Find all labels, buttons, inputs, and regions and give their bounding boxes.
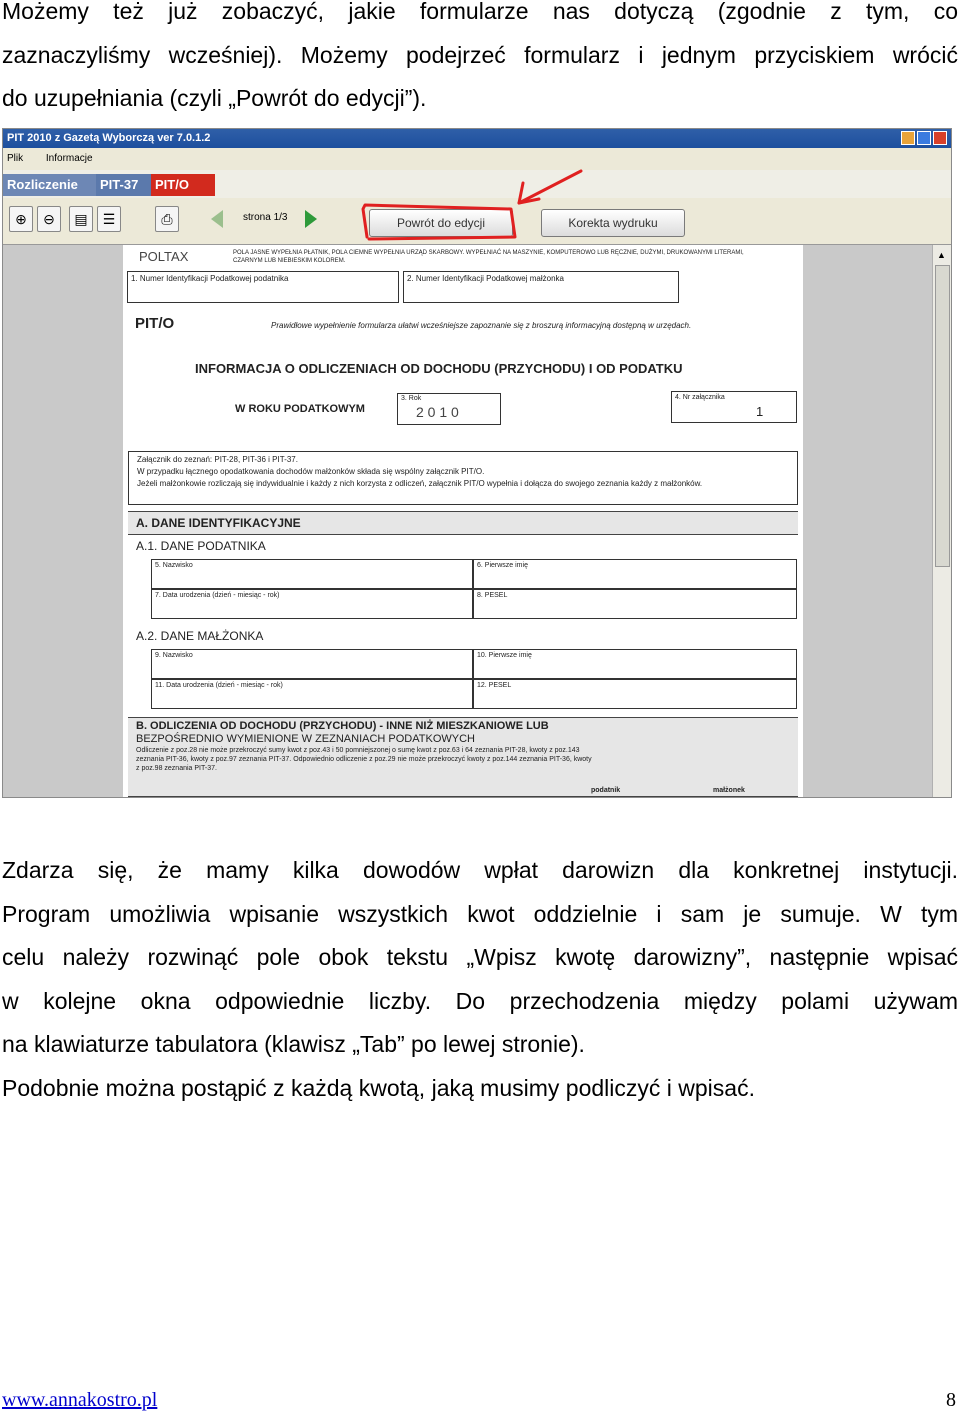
spouse-surname-field: 9. Nazwisko bbox=[151, 649, 473, 679]
form-subtitle: W ROKU PODATKOWYM bbox=[235, 403, 365, 415]
app-screenshot bbox=[2, 128, 952, 798]
nip-spouse-field: 2. Numer Identyfikacji Podatkowej małżonka bbox=[403, 271, 679, 303]
form-code: PIT/O bbox=[135, 315, 175, 332]
spouse-birth-date-field: 11. Data urodzenia (dzień - miesiąc - rok) bbox=[151, 679, 473, 709]
form-title: INFORMACJA O ODLICZENIACH OD DOCHODU (PRZYCHODU) I OD PODATKU bbox=[195, 361, 683, 376]
intro-line: do uzupełniania (czyli „Powrót do edycji”). bbox=[2, 85, 427, 111]
red-arrow-annotation bbox=[3, 129, 951, 797]
tab-pit-37[interactable]: PIT-37 bbox=[96, 174, 154, 196]
tab-pit-o[interactable]: PIT/O bbox=[151, 174, 215, 196]
intro-line: zaznaczyliśmy wcześniej). Możemy podejrzeć formularz i jednym przyciskiem wrócić bbox=[2, 41, 958, 68]
body-line: celu należy rozwinąć pole obok tekstu „Wpisz kwotę darowizny”, następnie wpisać bbox=[2, 944, 958, 970]
footer-link[interactable]: www.annakostro.pl bbox=[2, 1389, 158, 1411]
column-spouse: małżonek bbox=[713, 787, 745, 794]
spouse-first-name-field: 10. Pierwsze imię bbox=[473, 649, 797, 679]
correction-button[interactable]: Korekta wydruku bbox=[541, 209, 685, 237]
page-number: 8 bbox=[946, 1389, 956, 1411]
spouse-pesel-field: 12. PESEL bbox=[473, 679, 797, 709]
arrow-shaft bbox=[519, 171, 581, 203]
section-b-header: B. ODLICZENIA OD DOCHODU (PRZYCHODU) - INNE NIŻ MIESZKANIOWE LUB BEZPOŚREDNIO WYMIENIONE W ZEZNANIACH PODATKOWYCH Odliczenie z poz.28 nie może przekroczyć sumy kwot z poz.43 i 50 pomniejszonej o sumę kwot z poz.63 i 64 zeznania PIT-28, kwoty z poz.143 zeznania PIT-36, kwoty z poz.97 zeznania PIT-37. Odpowiednio odliczenie z poz.29 nie może przekroczyć kwoty z poz.144 zeznania PIT-36, kwoty z poz.98 zeznania PIT-37. bbox=[128, 717, 798, 797]
first-name-field: 6. Pierwsze imię bbox=[473, 559, 797, 589]
single-page-icon[interactable]: ▤ bbox=[69, 206, 93, 232]
attachment-notes: Załącznik do zeznań: PIT-28, PIT-36 i PIT-37. W przypadku łącznego opodatkowania dochodów małżonków składa się wspólny załącznik PIT/O. Jeżeli małżonkowie rozliczają się indywidualnie i każdy z nich korzysta z odliczeń, załącznik PIT/O wypełnia i dołącza do swojego zeznania każdy z małżonków. bbox=[128, 451, 798, 505]
page-indicator: strona 1/3 bbox=[243, 212, 288, 223]
intro-paragraph bbox=[2, 0, 958, 121]
intro-line: Możemy też już zobaczyć, jakie formularze nas dotyczą (zgodnie z tym, co bbox=[2, 0, 958, 24]
body-line: Podobnie można postąpić z każdą kwotą, jaką musimy podliczyć i wpisać. bbox=[2, 1074, 755, 1101]
body-paragraph bbox=[2, 849, 958, 1110]
attachment-number-field: 4. Nr załącznika 1 bbox=[671, 391, 797, 423]
zoom-out-icon[interactable]: ⊖ bbox=[37, 206, 61, 232]
section-a2-header: A.2. DANE MAŁŻONKA bbox=[136, 629, 264, 643]
publisher-label: POLTAX bbox=[139, 249, 189, 264]
menu-item-info[interactable]: Informacje bbox=[45, 153, 93, 164]
section-a1-header: A.1. DANE PODATNIKA bbox=[136, 539, 266, 553]
birth-date-field: 7. Data urodzenia (dzień - miesiąc - rok) bbox=[151, 589, 473, 619]
back-to-edit-button[interactable]: Powrót do edycji bbox=[369, 209, 513, 237]
zoom-in-icon[interactable]: ⊕ bbox=[9, 206, 33, 232]
menu-item-file[interactable]: Plik bbox=[7, 153, 24, 164]
print-icon[interactable]: ⎙ bbox=[155, 206, 179, 232]
header-note: POLA JASNE WYPEŁNIA PŁATNIK, POLA CIEMNE WYPEŁNIA URZĄD SKARBOWY. WYPEŁNIAĆ NA MASZYNIE, KOMPUTEROWO LUB RĘCZNIE, DUŻYMI, DRUKOWANYMI LITERAMI, CZARNYM LUB NIEBIESKIM KOLOREM. bbox=[233, 250, 744, 264]
tab-rozliczenie[interactable]: Rozliczenie bbox=[3, 174, 99, 196]
body-line: w kolejne okna odpowiednie liczby. Do przechodzenia między polami używam bbox=[2, 987, 958, 1014]
pesel-field: 8. PESEL bbox=[473, 589, 797, 619]
body-line: Program umożliwia wpisanie wszystkich kwot oddzielnie i sam je sumuje. W tym bbox=[2, 900, 958, 927]
column-payer: podatnik bbox=[591, 787, 621, 794]
guide-note: Prawidłowe wypełnienie formularza ułatwi wcześniejsze zapoznanie się z broszurą informacyjną dostępną w urzędach. bbox=[271, 321, 692, 330]
year-field: 3. Rok 2 0 1 0 bbox=[397, 393, 501, 425]
window-title: PIT 2010 z Gazetą Wyborczą ver 7.0.1.2 bbox=[7, 132, 211, 144]
section-a-header: A. DANE IDENTYFIKACYJNE bbox=[128, 511, 798, 535]
body-line: Zdarza się, że mamy kilka dowodów wpłat darowizn dla konkretnej instytucji. bbox=[2, 857, 958, 883]
highlight-outline bbox=[363, 205, 515, 239]
scroll-up-icon[interactable]: ▲ bbox=[937, 250, 946, 260]
body-line: na klawiaturze tabulatora (klawisz „Tab” po lewej stronie). bbox=[2, 1031, 585, 1057]
surname-field: 5. Nazwisko bbox=[151, 559, 473, 589]
page-width-icon[interactable]: ☰ bbox=[97, 206, 121, 232]
nip-taxpayer-field: 1. Numer Identyfikacji Podatkowej podatnika bbox=[127, 271, 399, 303]
